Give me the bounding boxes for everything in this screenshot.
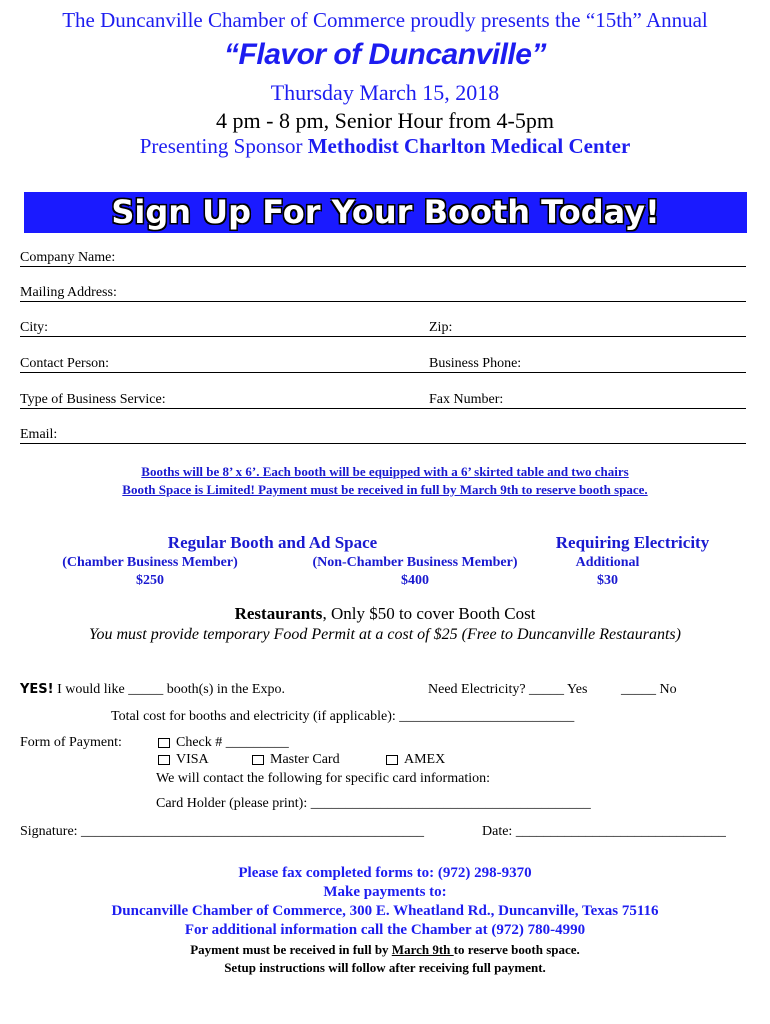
chamber-address: Duncanville Chamber of Commerce, 300 E. Wheatland Rd., Duncanville, Texas 75116 <box>111 903 659 919</box>
business-phone-label: Business Phone: <box>429 356 522 371</box>
booth-count-line[interactable] <box>20 682 285 698</box>
booth-count-text: I would like _____ booth(s) in the Expo. <box>57 682 285 697</box>
visa-label: VISA <box>176 752 209 767</box>
payment-date: March 9th <box>391 942 454 957</box>
mastercard-checkbox[interactable] <box>252 755 264 765</box>
total-cost-line[interactable]: Total cost for booths and electricity (if applicable): _________________________ <box>111 709 575 724</box>
contact-person-label: Contact Person: <box>20 356 110 371</box>
electricity-title: Requiring Electricity <box>555 533 710 552</box>
payment-post: to reserve booth space. <box>453 942 580 957</box>
city-label: City: <box>20 320 49 335</box>
event-title: “Flavor of Duncanville” <box>224 38 546 71</box>
restaurants-bold: Restaurants <box>234 604 323 623</box>
visa-checkbox[interactable] <box>158 755 170 765</box>
regular-booth-title: Regular Booth and Ad Space <box>167 533 378 552</box>
card-holder-line[interactable]: Card Holder (please print): ________________________________________ <box>156 796 591 811</box>
sponsor-name: Methodist Charlton Medical Center <box>307 134 631 158</box>
banner-text: Sign Up For Your Booth Today! <box>111 193 660 231</box>
amex-label: AMEX <box>404 752 446 767</box>
company-name-label: Company Name: <box>20 250 116 265</box>
booth-note-size: Booths will be 8’ x 6’. Each booth will be equipped with a 6’ skirted table and two chairs <box>141 464 629 479</box>
electricity-price: $30 <box>597 573 618 588</box>
fax-instructions: Please fax completed forms to: (972) 298-9370 <box>238 865 532 881</box>
email-field[interactable] <box>20 429 746 444</box>
electricity-no[interactable]: _____ No <box>621 682 677 697</box>
business-service-label: Type of Business Service: <box>20 392 166 407</box>
city-field[interactable] <box>20 322 429 337</box>
event-date: Thursday March 15, 2018 <box>270 80 500 105</box>
yes-word: YES! <box>20 682 54 697</box>
date-line[interactable]: Date: ______________________________ <box>482 824 726 839</box>
check-option[interactable] <box>158 735 289 751</box>
event-time: 4 pm - 8 pm, Senior Hour from 4-5pm <box>216 108 554 133</box>
payments-heading: Make payments to: <box>323 884 447 900</box>
mastercard-label: Master Card <box>270 752 340 767</box>
signature-line[interactable]: Signature: _________________________________________________ <box>20 824 425 839</box>
check-checkbox[interactable] <box>158 738 170 748</box>
payment-label: Form of Payment: <box>20 735 122 750</box>
signup-banner <box>24 192 747 233</box>
electricity-question[interactable]: Need Electricity? _____ Yes <box>428 682 588 697</box>
presenting-sponsor <box>0 134 770 159</box>
restaurants-line <box>0 604 770 624</box>
food-permit-note: You must provide temporary Food Permit at a cost of $25 (Free to Duncanville Restaurants) <box>89 626 681 643</box>
zip-field[interactable] <box>429 322 746 337</box>
booth-note-deadline: Booth Space is Limited! Payment must be received in full by March 9th to reserve booth space. <box>122 482 648 497</box>
nonmember-label: (Non-Chamber Business Member) <box>312 555 518 570</box>
restaurants-rest: , Only $50 to cover Booth Cost <box>322 604 536 623</box>
amex-checkbox[interactable] <box>386 755 398 765</box>
visa-option[interactable] <box>158 752 209 768</box>
email-label: Email: <box>20 427 58 442</box>
fax-number-label: Fax Number: <box>429 392 504 407</box>
member-label: (Chamber Business Member) <box>62 555 238 570</box>
business-phone-field[interactable] <box>429 358 746 373</box>
intro-line: The Duncanville Chamber of Commerce proudly presents the “15th” Annual <box>62 8 708 32</box>
nonmember-price: $400 <box>401 573 429 588</box>
setup-note: Setup instructions will follow after receiving full payment. <box>224 960 546 975</box>
contact-person-field[interactable] <box>20 358 429 373</box>
payment-pre: Payment must be received in full by <box>190 942 389 957</box>
mailing-address-field[interactable] <box>20 287 746 302</box>
payment-deadline <box>0 942 770 958</box>
zip-label: Zip: <box>429 320 453 335</box>
company-name-field[interactable] <box>20 252 746 267</box>
fax-number-field[interactable] <box>429 394 746 409</box>
card-contact-note: We will contact the following for specific card information: <box>156 771 490 786</box>
check-label: Check # _________ <box>176 735 289 750</box>
member-price: $250 <box>136 573 164 588</box>
mailing-address-label: Mailing Address: <box>20 285 117 300</box>
amex-option[interactable] <box>386 752 445 768</box>
chamber-phone: For additional information call the Chamber at (972) 780-4990 <box>184 922 586 938</box>
business-service-field[interactable] <box>20 394 429 409</box>
sponsor-label: Presenting Sponsor <box>139 134 303 158</box>
mastercard-option[interactable] <box>252 752 340 768</box>
electricity-label: Additional <box>575 555 640 570</box>
